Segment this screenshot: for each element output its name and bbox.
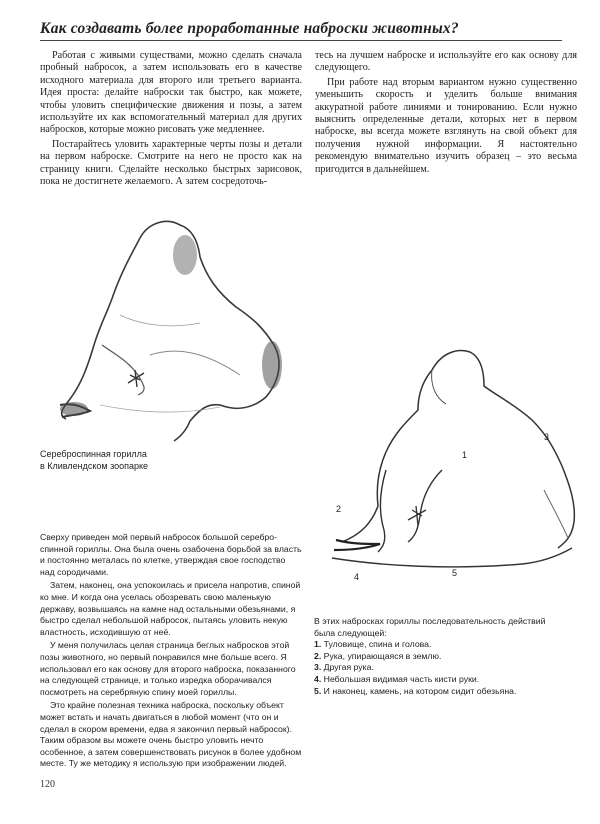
label-3: 3 [544,432,550,442]
caption-line: в Кливлендском зоопарке [40,461,149,471]
body-text-sans [40,532,302,772]
list-item: 4. Небольшая видимая часть кисти руки. [314,673,480,684]
body-paragraph: У меня получилась целая страница беглых набросков этой позы животного, но первый понравился мне больше всего. Я использовал его как основу для второго наброска, показанного на следующей странице, и только изредка оборачивался посмотреть на серебряную спину моей гориллы. [40,640,296,697]
intro-column-left [40,50,302,190]
list-item: 3. Другая рука. [314,662,374,673]
steps-list [314,639,564,697]
list-item: 5. И наконец, камень, на котором сидит обезьяна. [314,685,517,696]
body-paragraph: Сверху приведен мой первый набросок большой серебро-спинной гориллы. Она была очень озабочена борьбой за власть и постоянно металась по клетке, утверждая свое господство над сородичами. [40,532,302,577]
label-1: 1 [462,450,468,460]
gorilla-sketch-first [40,205,300,445]
caption-intro: В этих набросках гориллы последовательность действий была следующей: [314,616,546,638]
intro-column-right [315,50,577,178]
figure-caption-left [40,448,220,472]
intro-paragraph: Работая с живыми существами, можно сделать сначала пробный набросок, а затем использовать его в качестве исходного материала для второго или третьего варианта. Идея проста: делайте наброски так быстро, как можете, чтобы уловить специфические движения и позы, а затем используйте их как вспомогательный материал для других набросков, которые можно рисовать уже медленнее. [40,50,302,136]
body-paragraph: Это крайне полезная техника наброска, поскольку объект может встать и начать двигаться в любой момент (что он и сделал в скором времени, едва я закончил первый набросок). Таким образом вы можете очень быстро уловить нечто особенное, а затем совершенствовать рисунок в более удобном месте. Ту же методику я использую при изображении людей. [40,700,302,769]
intro-paragraph: Постарайтесь уловить характерные черты позы и детали на первом наброске. Смотрите на него не просто как на страницу книги. Сделайте несколько быстрых зарисовок, пока не достигнете желаемого. А затем сосредоточь- [40,138,302,188]
label-4: 4 [354,572,360,582]
label-2: 2 [336,504,342,514]
intro-paragraph: При работе над вторым вариантом нужно существенно уменьшить скорость и уделить больше внимания аккуратной работе линиями и тонированию. Если нужно выяснить определенные детали, которых нет в первом наброске, вы всегда можете взглянуть на свой объект для получения нужной информации. Я настоятельно рекомендую внимательно изучить образец – это весьма пригодится в дальнейшем. [315,76,577,175]
page-title: Как создавать более проработанные наброски животных? [40,20,459,37]
figure-caption-right [314,616,564,697]
list-item: 1. Туловище, спина и голова. [314,639,432,650]
gorilla-sketch-second [322,330,582,592]
body-paragraph: Затем, наконец, она успокоилась и присела напротив, спиной ко мне. И когда она уселась обозревать свою маленькую державу, возвышаясь на камне над остальными обезьянами, я быстро сделал небольшой набросок, пытаясь уловить некую властность, исходившую от неё. [40,580,301,637]
page-number: 120 [40,779,55,790]
caption-line: Сереброспинная горилла [40,449,147,459]
list-item: 2. Рука, упирающаяся в землю. [314,650,442,661]
title-rule [40,40,562,41]
label-5: 5 [452,568,458,578]
intro-paragraph: тесь на лучшем наброске и используйте его как основу для следующего. [315,50,577,74]
